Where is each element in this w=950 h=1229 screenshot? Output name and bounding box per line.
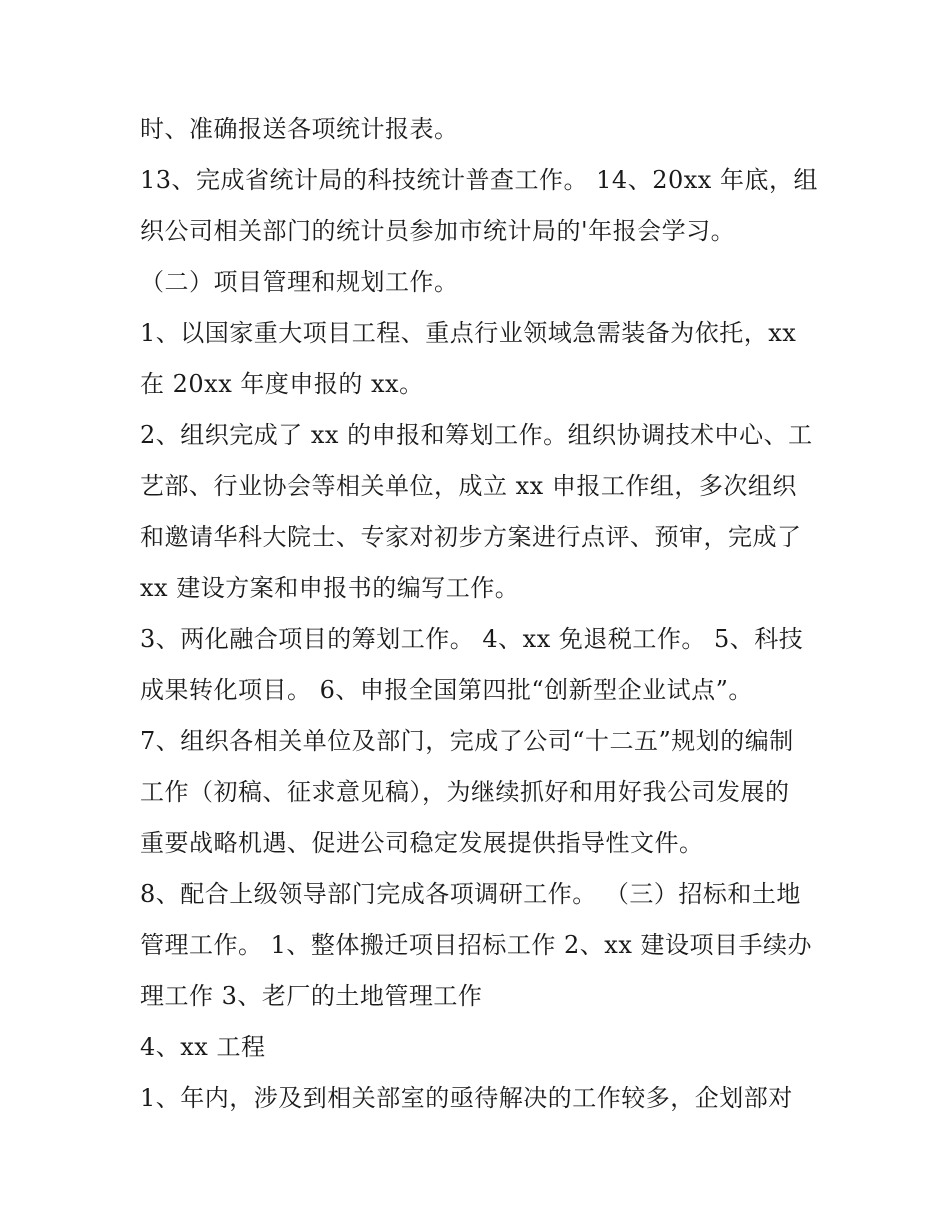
text-line: 在 20xx 年度申报的 xx。 (140, 370, 424, 398)
text-line: 理工作 3、老厂的土地管理工作 (140, 982, 483, 1010)
text-line: 和邀请华科大院士、专家对初步方案进行点评、预审，完成了 (140, 523, 802, 551)
text-line: 13、完成省统计局的科技统计普查工作。 14、20xx 年底，组 (140, 166, 818, 194)
text-line: 7、组织各相关单位及部门，完成了公司“十二五”规划的编制 (140, 727, 794, 755)
document-body (140, 104, 830, 1124)
text-line: 3、两化融合项目的筹划工作。 4、xx 免退税工作。 5、科技 (140, 625, 804, 653)
text-line: xx 建设方案和申报书的编写工作。 (140, 574, 520, 602)
text-line: 2、组织完成了 xx 的申报和筹划工作。组织协调技术中心、工 (140, 421, 813, 449)
text-line: 1、年内，涉及到相关部室的亟待解决的工作较多，企划部对 (140, 1084, 793, 1112)
text-line: 管理工作。 1、整体搬迁项目招标工作 2、xx 建设项目手续办 (140, 931, 812, 959)
text-line: 4、xx 工程 (140, 1033, 266, 1061)
text-line: 重要战略机遇、促进公司稳定发展提供指导性文件。 (140, 829, 704, 857)
text-line: 织公司相关部门的统计员参加市统计局的'年报会学习。 (140, 217, 736, 245)
text-line: 成果转化项目。 6、申报全国第四批“创新型企业试点”。 (140, 676, 753, 704)
text-line: 工作（初稿、征求意见稿），为继续抓好和用好我公司发展的 (140, 778, 790, 806)
text-line: 艺部、行业协会等相关单位，成立 xx 申报工作组，多次组织 (140, 472, 797, 500)
text-line: 1、以国家重大项目工程、重点行业领域急需装备为依托，xx (140, 319, 797, 347)
text-line: 时、准确报送各项统计报表。 (140, 115, 459, 143)
section-heading: （二）项目管理和规划工作。 (140, 268, 459, 296)
text-line: 8、配合上级领导部门完成各项调研工作。 （三）招标和土地 (140, 880, 801, 908)
